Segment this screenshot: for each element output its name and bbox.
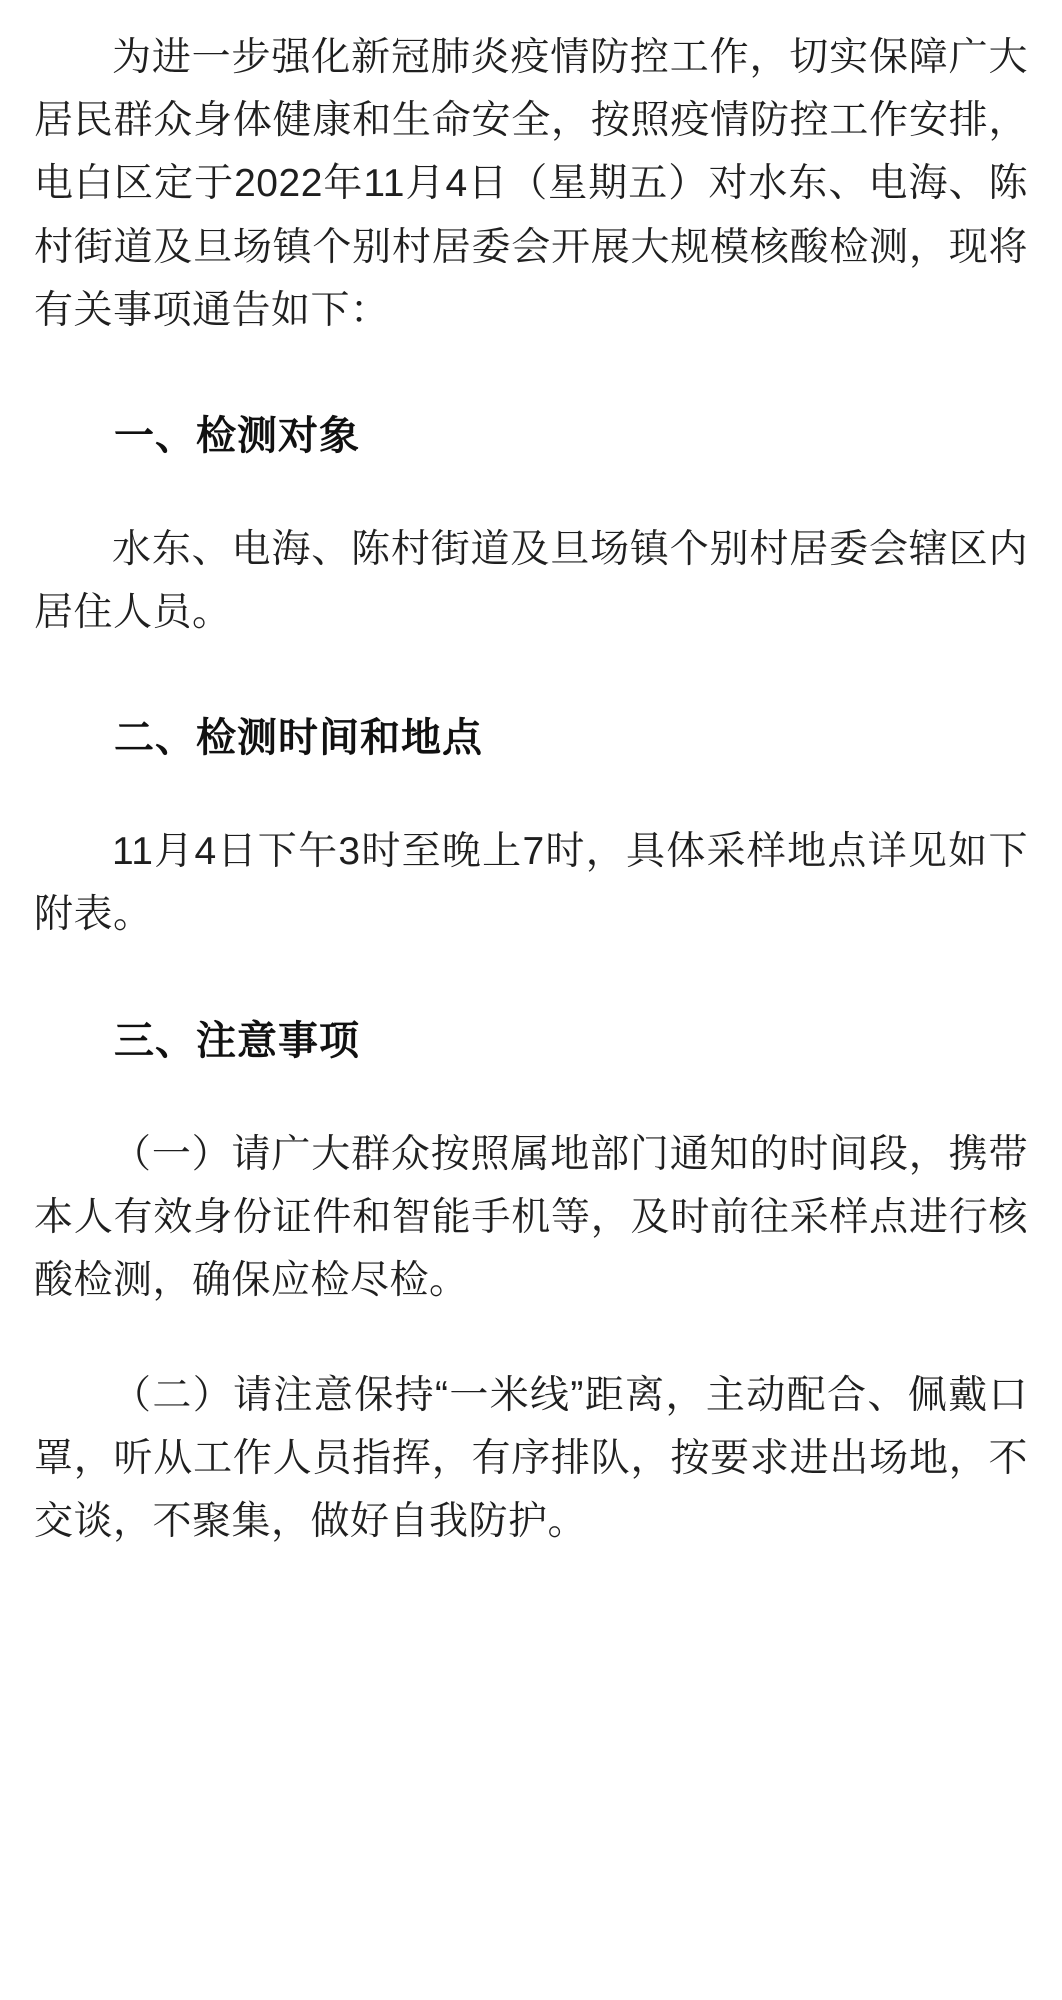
spacer — [34, 1312, 1028, 1364]
intro-paragraph: 为进一步强化新冠肺炎疫情防控工作，切实保障广大居民群众身体健康和生命安全，按照疫情防控工作安排，电白区定于2022年11月4日（星期五）对水东、电海、陈村街道及旦场镇个别村居委会开展大规模核酸检测，现将有关事项通告如下： — [34, 36, 1028, 332]
spacer — [34, 768, 1028, 820]
section-heading-two: 二、检测时间和地点 — [114, 716, 483, 761]
section-heading-one: 一、检测对象 — [114, 413, 360, 458]
section-three-item-one: （一）请广大群众按照属地部门通知的时间段，携带本人有效身份证件和智能手机等，及时前往采样点进行核酸检测，确保应检尽检。 — [34, 1132, 1028, 1302]
section-two-paragraph: 11月4日下午3时至晚上7时，具体采样地点详见如下附表。 — [34, 830, 1028, 937]
document-body — [34, 26, 1028, 1554]
spacer — [34, 466, 1028, 518]
section-one-paragraph: 水东、电海、陈村街道及旦场镇个别村居委会辖区内居住人员。 — [34, 527, 1028, 635]
spacer — [34, 947, 1028, 1011]
spacer — [34, 644, 1028, 708]
section-heading-three: 三、注意事项 — [114, 1018, 360, 1063]
spacer — [34, 1071, 1028, 1123]
section-three-item-two: （二）请注意保持“一米线”距离，主动配合、佩戴口罩，听从工作人员指挥，有序排队，按要求进出场地，不交谈，不聚集，做好自我防护。 — [34, 1374, 1028, 1544]
spacer — [34, 342, 1028, 406]
